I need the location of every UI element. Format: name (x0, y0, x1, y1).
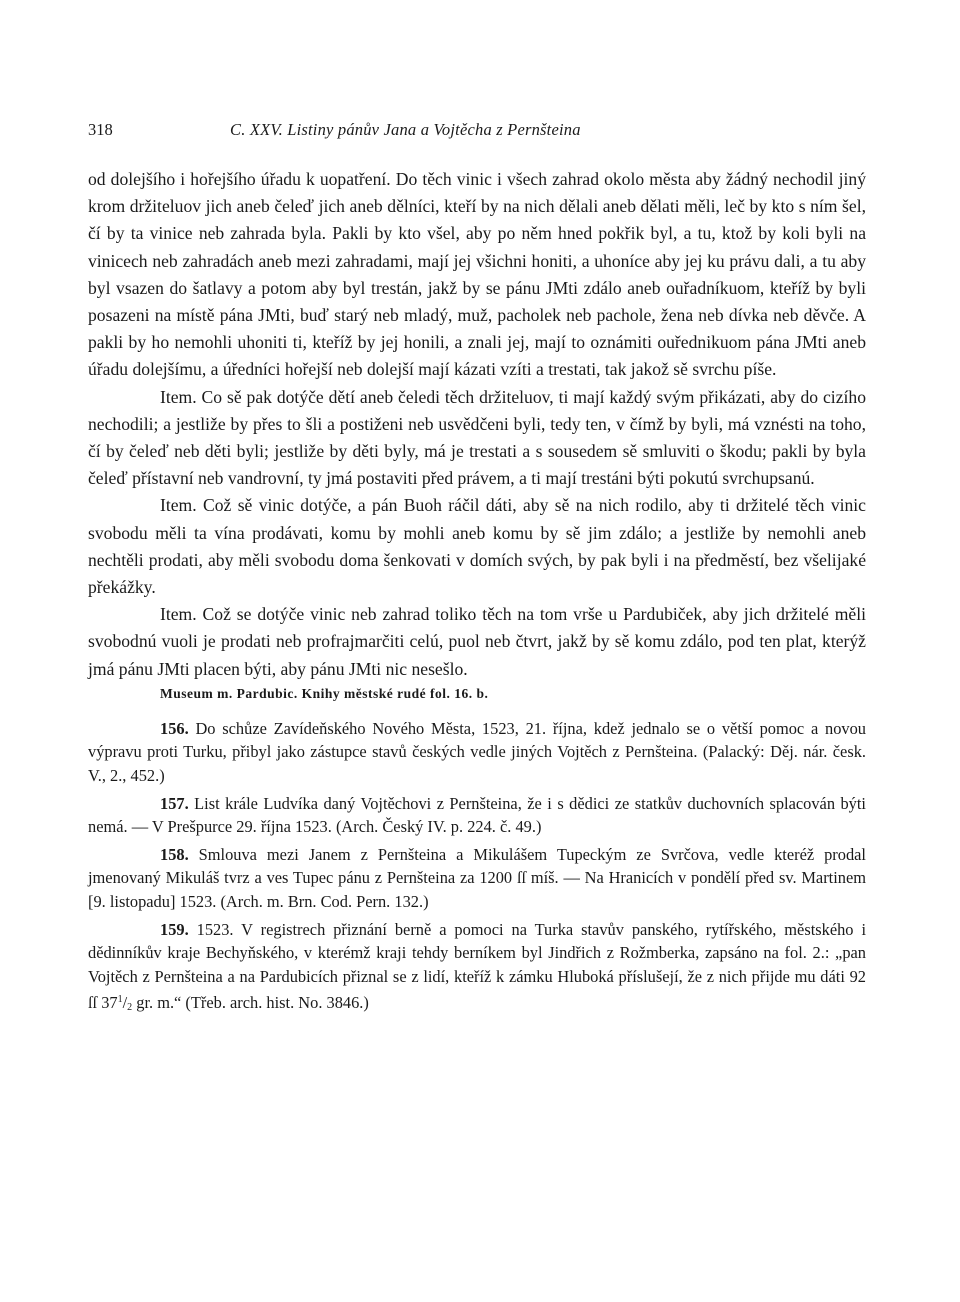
paragraph: Item. Což se dotýče vinic neb zahrad toliko těch na tom vrše u Pardubiček, aby jich držitelé měli svobodnú vuoli je prodati neb profrajmarčiti celú, puol neb čtvrt, jakž by sě komu zdálo, pod ten plat, kterýž jmá pánu JMti placen býti, aby pánu JMti nic nesešlo. (88, 604, 866, 679)
regest-number: 158. (160, 844, 189, 864)
regest-entry (88, 843, 866, 914)
regest-entry (88, 792, 866, 839)
page-header (88, 120, 866, 150)
charter-text (88, 166, 866, 703)
fraction-numerator: 1 (117, 994, 123, 1006)
fraction-denominator: 2 (127, 1002, 133, 1014)
paragraph: od dolejšího i hořejšího úřadu k uopatření. Do těch vinic i všech zahrad okolo města aby žádný nechodil jiný krom držiteluov jich aneb čeleď jich aneb dělníci, kteří by na nich dělali aneb dělati měli, leč by kto s ním šel, čí by ta vinice neb zahrada byla. Pakli by kto všel, aby po něm hned pokřik byl, a tu, ktož by koli byli na vinicech neb zahradách aneb mezi zahradami, mají jej všichni honiti, a uhoníce aby jej ku právu dali, a tu aby byl vsazen do šatlavy a potom aby byl trestán, jakž by se pánu JMti zdálo aneb ouřadníkuom, kteříž by byli posazeni na místě pána JMti, buď starý neb mladý, muž, pacholek neb pachole, žena neb dívka neb děvče. A pakli by ho nemohli uhoniti ti, kteříž by jej honili, a znali jej, mají to oznámiti ouřednikuom pána JMti aneb úřadu dolejšímu, a úředníci hořejší neb dolejší mají kázati vzíti a trestati, tak jakož sě svrchu píše. (88, 169, 866, 380)
regest-list (88, 717, 866, 1020)
paragraph: Item. Což sě vinic dotýče, a pán Buoh ráčil dáti, aby sě na nich rodilo, aby ti držitelé těch vinic svobodu měli ta vína prodávati, komu by mohli aneb komu by sě jim zdálo; a jestliže by nemohli aneb nechtěli prodati, aby měli svobodu doma šenkovati v domích svých, by pak byli i na předměstí, bez všelijaké překážky. (88, 495, 866, 598)
page-number: 318 (88, 120, 113, 139)
regest-entry: 159. 1523. V registrech přiznání berně a pomoci na Turka stavův panského, rytířského, městského i dědinníkův kraje Bechyňského, v kterémž kraji tehdy berníkem byl Jindřich z Rožmberka, zapsáno na fol. 2.: „pan Vojtěch z Pernšteina a na Pardubicích přiznal se z lidí, kteříž k zámku Hluboká příslušejí, že z nich přijde mu dáti 92 ſſ $37^1/_2$ gr. m.“ (Třeb. arch. hist. No. 3846.) (88, 919, 866, 1014)
regest-number: 156. (160, 718, 189, 738)
source-citation: Museum m. Pardubic. Knihy městské rudé fol. 16. b. (160, 685, 489, 701)
regest-text: gr. m.“ (Třeb. arch. hist. No. 3846.) (132, 993, 369, 1013)
regest-number: 159. (160, 919, 189, 939)
regest-text: Smlouva mezi Janem z Pernšteina a Mikulášem Tupeckým ze Svrčova, vedle kteréž prodal jmenovaný Mikuláš tvrz a ves Tupec pánu z Pernšteina za 1200 ſſ míš. — Na Hranicích v pondělí před sv. Martinem [9. listopadu] 1523. (Arch. m. Brn. Cod. Pern. 132.) (88, 844, 866, 912)
regest-entry (88, 717, 866, 788)
paragraph: Item. Co sě pak dotýče dětí aneb čeledi těch držiteluov, ti mají každý svým přikázati, aby do cizího nechodili; a jestliže by přes to šli a postiženi neb usvědčeni byli, tedy ten, v čímž by byli, má vznésti na toho, čí by čeleď neb děti byli; jestliže by děti byly, má je trestati a s sousedem sě smluviti o škodu; pakli by byla čeleď přístavní neb vandrovní, ty jmá postaviti před právem, a ti mají trestáni býti pokutú svrchupsanú. (88, 386, 866, 489)
page (88, 120, 866, 1024)
regest-number: 157. (160, 793, 189, 813)
regest-text: Do schůze Zavídeňského Nového Města, 1523, 21. října, kdež jednalo se o větší pomoc a novou výpravu proti Turku, přibyl jako zástupce stavů českých vedle jiných Vojtěch z Pernšteina. (Palacký: Děj. nár. česk. V., 2., 452.) (88, 718, 866, 786)
regest-text: 1523. V registrech přiznání berně a pomoci na Turka stavův panského, rytířského, městského i dědinníkův kraje Bechyňského, v kterémž kraji tehdy berníkem byl Jindřich z Rožmberka, zapsáno na fol. 2.: „pan Vojtěch z Pernšteina a na Pardubicích přiznal se z lidí, kteříž k zámku Hluboká příslušejí, že z nich přijde mu dáti 92 ſſ 37 (88, 919, 866, 1013)
regest-text: List krále Ludvíka daný Vojtěchovi z Pernšteina, že i s dědici ze statkův duchovních splacován býti nemá. — V Prešpurce 29. října 1523. (Arch. Český IV. p. 224. č. 49.) (88, 793, 866, 837)
running-title: C. XXV. Listiny pánův Jana a Vojtěcha z Pernšteina (230, 120, 581, 139)
